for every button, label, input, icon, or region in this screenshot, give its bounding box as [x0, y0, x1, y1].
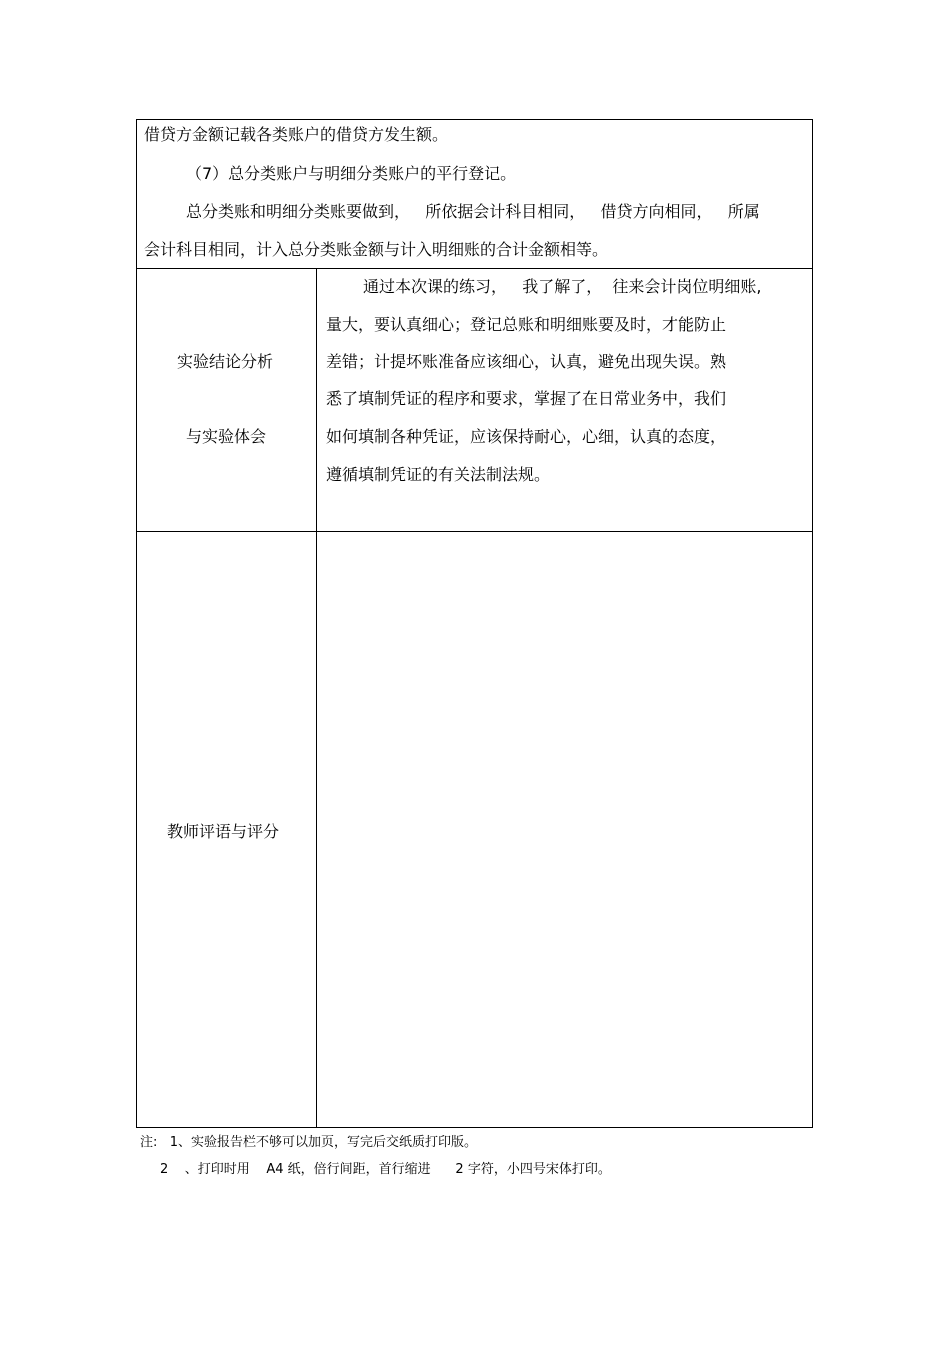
- top-text-line-1: 借贷方金额记载各类账户的借贷方发生额。: [144, 125, 449, 144]
- conclusion-text-line-3: 差错；计提坏账准备应该细心，认真，避免出现失误。熟: [326, 352, 727, 371]
- note-line-2: 2 、打印时用 A4 纸，倍行间距，首行缩进 2 字符，小四号宋体打印。: [160, 1162, 611, 1177]
- conclusion-text-line-6: 遵循填制凭证的有关法制法规。: [326, 465, 551, 484]
- top-text-line-3: 总分类账和明细分类账要做到， 所依据会计科目相同， 借贷方向相同， 所属: [186, 202, 760, 221]
- note-line-1: 注: 1、实验报告栏不够可以加页，写完后交纸质打印版。: [140, 1135, 478, 1150]
- conclusion-text-line-4: 悉了填制凭证的程序和要求，掌握了在日常业务中，我们: [326, 389, 727, 408]
- divider-top-section: [136, 268, 813, 269]
- conclusion-label-line-2: 与实验体会: [186, 427, 267, 446]
- conclusion-text-line-2: 量大，要认真细心；登记总账和明细账要及时，才能防止: [326, 315, 727, 334]
- top-text-line-4: 会计科目相同，计入总分类账金额与计入明细账的合计金额相等。: [144, 240, 609, 259]
- teacher-comment-area[interactable]: [317, 532, 812, 1127]
- teacher-comment-label: 教师评语与评分: [167, 822, 280, 841]
- conclusion-text-line-1: 通过本次课的练习， 我了解了， 往来会计岗位明细账,: [363, 277, 762, 296]
- top-text-line-2: （7）总分类账户与明细分类账户的平行登记。: [186, 164, 517, 183]
- conclusion-label-line-1: 实验结论分析: [177, 352, 274, 371]
- conclusion-text-line-5: 如何填制各种凭证，应该保持耐心，心细，认真的态度，: [326, 427, 727, 446]
